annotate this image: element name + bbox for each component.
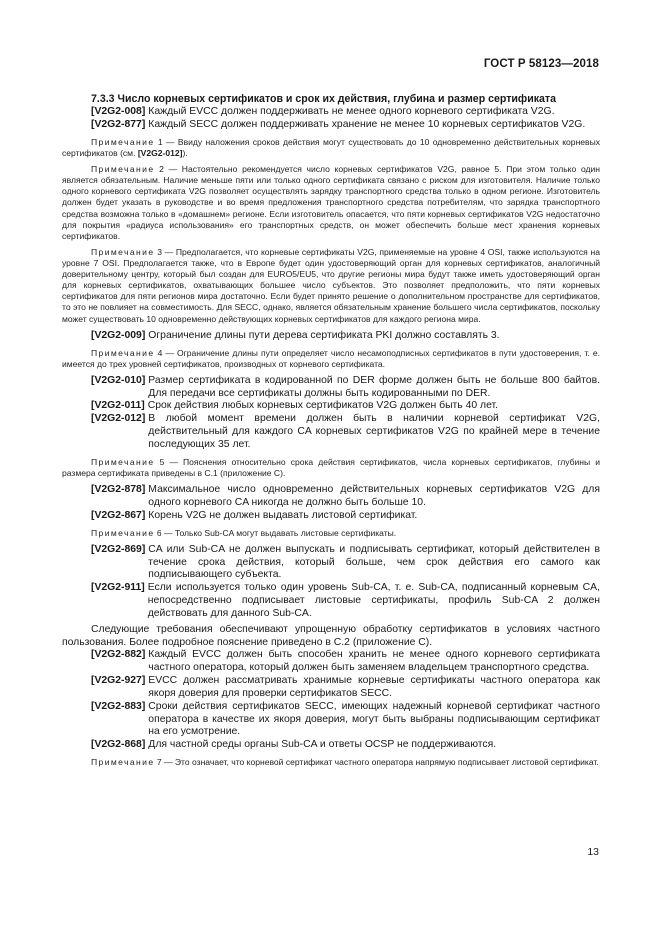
requirement-text: Каждый SECC должен поддерживать хранение не менее 10 корневых сертификатов V2G. (148, 119, 586, 131)
requirement-item (91, 119, 600, 132)
requirement-text: Ограничение длины пути дерева сертификата PKI должно составлять 3. (148, 329, 500, 341)
requirement-text: Максимальное число одновременно действительных корневых сертификатов V2G для одного корневого CA никогда не должно быть больше 10. (148, 484, 600, 508)
requirement-text: В любой момент времени должен быть в наличии корневой сертификат V2G, действительный для каждого CA корневых сертификатов V2G по крайней мере в течение последующих 35 лет. (148, 413, 600, 450)
requirement-item (91, 510, 600, 523)
requirement-code: [V2G2-867] (91, 509, 146, 521)
body-paragraph: Следующие требования обеспечивают упрощенную обработку сертификатов в условиях частного пользования. Более подробное пояснение приведено в С.2 (приложение С). (62, 623, 600, 648)
requirements-group-f (62, 649, 600, 752)
requirements-group-a (62, 106, 600, 132)
note-3 (62, 247, 600, 325)
requirement-code: [V2G2-878] (91, 484, 146, 496)
requirement-text: CA или Sub-CA не должен выпускать и подписывать сертификат, который действителен в течение срока действия, который больше, чем срок действия его самого как подписывающего субъекта. (148, 543, 600, 581)
note-label: Примечание (91, 347, 155, 358)
requirement-text: Срок действия любых корневых сертификатов V2G должен быть 40 лет. (147, 400, 499, 412)
requirement-item (91, 649, 600, 675)
requirement-item (91, 701, 600, 740)
requirement-text: Если используется только один уровень Sub-CA, т. е. Sub-CA, подписанный корневым CA, непосредственно подписывает листовые сертификаты, профиль Sub-CA 2 должен действовать для данного Sub-CA. (147, 582, 600, 619)
requirement-item (91, 375, 600, 401)
requirement-item (91, 582, 600, 621)
note-text: 2 — Настоятельно рекомендуется число корневых сертификатов V2G, равное 5. При этом только один является обязательным. Наличие меньше пяти или только одного сертификата связано с риском для изготовителя. Наличие только одного корневого сертификата V2G позволяет осуществлять зарядку транспортного средства только в одном регионе. Изготовитель должен будет указать в руководстве и во время предложения транспортного средства потребителям, что зарядка транспортного средства возможна только в «домашнем» регионе. Если изготовитель опасается, что пяти корневых сертификатов V2G недостаточно для покрытия «радиуса использования» его транспортных средств, он может обеспечить больше мест хранения корневых сертификатов. (62, 164, 600, 241)
requirement-text: EVCC должен рассматривать хранимые корневые сертификаты частного оператора как якоря доверия для проверки сертификатов SECC. (148, 675, 600, 699)
requirements-group-d (62, 484, 600, 523)
section-heading: 7.3.3 Число корневых сертификатов и срок их действия, глубина и размер сертификата (91, 93, 556, 105)
requirement-code: [V2G2-877] (91, 119, 146, 131)
requirement-code: [V2G2-883] (91, 700, 146, 712)
note-1 (62, 137, 600, 159)
requirement-code: [V2G2-008] (91, 106, 146, 118)
note-text: 5 — Пояснения относительно срока действия сертификатов, числа корневых сертификатов, глубины и размера сертификата приведены в С.1 (приложение С). (62, 456, 601, 478)
requirements-group-b (62, 330, 600, 343)
note-2 (62, 164, 600, 242)
note-label: Примечание (91, 456, 155, 467)
requirement-text: Размер сертификата в кодированной по DER форме должен быть не больше 800 байтов. Для передачи все сертификаты должны быть кодированными по DER. (148, 374, 600, 399)
note-5 (62, 457, 600, 479)
requirement-text: Каждый EVCC должен быть способен хранить не менее одного корневого сертификата частного оператора, который должен быть заменяем владельцем транспортного средства. (148, 649, 600, 674)
requirement-code: [V2G2-010] (91, 374, 146, 386)
requirement-item (91, 413, 600, 452)
requirements-group-c (62, 375, 600, 452)
note-text: 3 — Предполагается, что корневые сертификаты V2G, применяемые на уровне 4 OSI, также используются на уровне 7 OSI. Предполагается также, что в Европе будет один удостоверяющий орган для корневых сертификатов, аналогичный доверительному центру, который был создан для EURO5/EU5, что другие регионы мира будут также иметь удостоверяющий орган для корневых сертификатов, охватывающих большее число субъектов. Это позволяет предположить, что пяти корневых сертификатов для пяти регионов мира достаточно. Если будет принято решение о дополнительном пространстве для сертификатов, то это не повлияет на совместимость. Для SECC, однако, является обязательным хранение большего числа сертификатов, поскольку может существовать 10 одновременно действующих корневых сертификатов для каждого региона мира. (62, 246, 600, 324)
note-text: 1 — Ввиду наложения сроков действия могут существовать до 10 одновременно действительных корневых сертификатов (см. (62, 136, 600, 159)
note-7 (62, 757, 600, 768)
note-tail: ). (182, 148, 188, 159)
requirement-code: [V2G2-927] (91, 675, 146, 687)
note-4 (62, 348, 600, 370)
requirement-code: [V2G2-012] (91, 413, 146, 425)
requirement-text: Корень V2G не должен выдавать листовой сертификат. (148, 509, 418, 521)
requirement-text: Для частной среды органы Sub-CA и ответы OCSP не поддерживаются. (148, 739, 497, 751)
requirement-item (91, 484, 600, 510)
requirement-code: [V2G2-882] (91, 649, 146, 661)
note-text: 6 — Только Sub-CA могут выдавать листовые сертификаты. (156, 527, 397, 538)
note-text: 4 — Ограничение длины пути определяет число несамоподписных сертификатов в пути удостоверения, т. е. имеется до трех уровней сертификатов, производных от корневого сертификата. (62, 347, 601, 369)
requirement-text: Сроки действия сертификатов SECC, имеющих надежный корневой сертификат частного оператора в качестве их якоря доверия, могут быть выбраны подписывающим сертификат на его усмотрение. (148, 700, 600, 738)
note-label: Примечание (91, 527, 155, 538)
note-text: 7 — Это означает, что корневой сертификат частного оператора напрямую подписывает листовой сертификат. (156, 757, 599, 768)
requirement-code: [V2G2-869] (91, 543, 146, 555)
note-label: Примечание (91, 757, 155, 768)
requirement-code: [V2G2-868] (91, 739, 146, 751)
requirements-group-e (62, 544, 600, 621)
note-label: Примечание (91, 246, 155, 257)
requirement-item (91, 544, 600, 583)
document-id: ГОСТ Р 58123—2018 (483, 58, 599, 70)
requirement-text: Каждый EVCC должен поддерживать не менее одного корневого сертификата V2G. (148, 106, 555, 118)
requirement-item (91, 330, 600, 343)
note-label: Примечание (91, 164, 155, 175)
requirement-code: [V2G2-911] (91, 582, 145, 594)
requirement-item (91, 675, 600, 701)
requirement-item (91, 106, 600, 119)
note-6 (62, 528, 600, 539)
note-reference: [V2G2-012] (137, 148, 183, 159)
requirement-code: [V2G2-009] (91, 329, 146, 341)
requirement-item (91, 400, 600, 413)
requirement-code: [V2G2-011] (91, 400, 145, 412)
requirement-item (91, 739, 600, 752)
document-body (62, 93, 600, 773)
note-label: Примечание (91, 136, 155, 147)
page-number: 13 (587, 846, 599, 858)
